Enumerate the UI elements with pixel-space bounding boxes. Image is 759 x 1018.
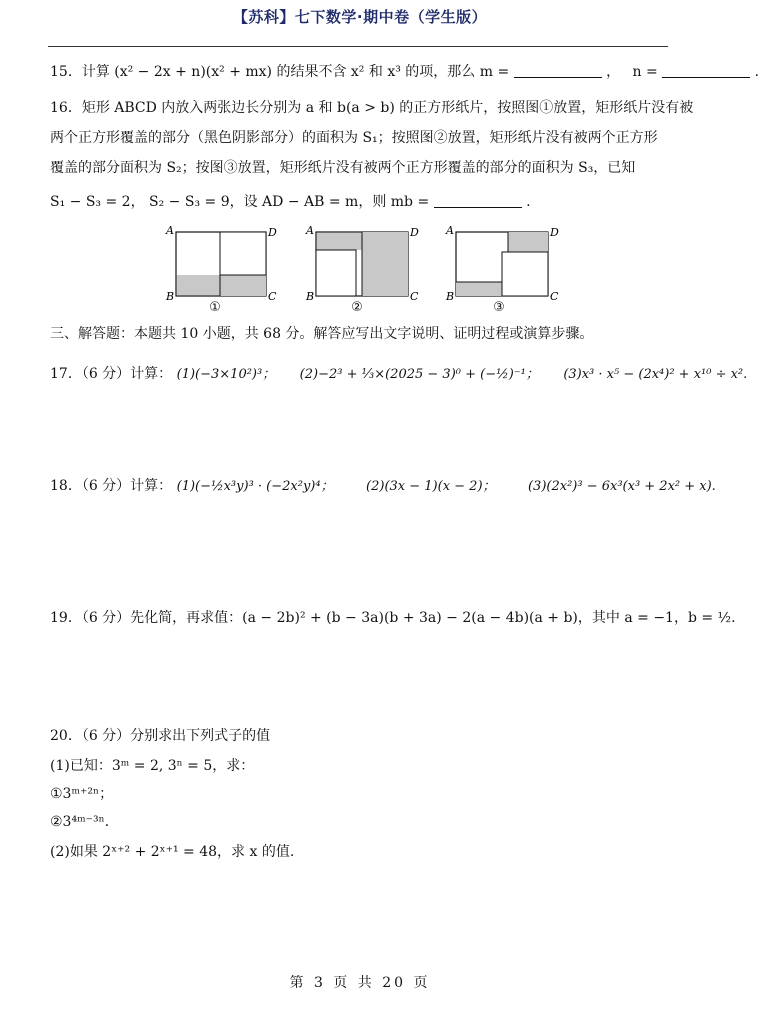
shaded-region-bottom — [456, 282, 502, 296]
q15-text: 15．计算 (x² − 2x + n)(x² + mx) 的结果不含 x² 和 x³ 的项，那么 m = — [50, 64, 510, 80]
square-b — [316, 250, 356, 296]
q17-part-3: (3)x³ · x⁵ − (2x⁴)² + x¹⁰ ÷ x². — [563, 367, 748, 382]
q20-part-2: (2)如果 2ˣ⁺² + 2ˣ⁺¹ = 48，求 x 的值. — [50, 844, 295, 860]
figure-3-caption: ③ — [493, 300, 505, 315]
label-d: D — [410, 226, 419, 239]
figure-2-diagram — [302, 224, 419, 304]
q15-end: . — [754, 64, 759, 80]
q17-part-2: (2)−2³ + ⅓×(2025 − 3)⁰ + (−½)⁻¹； — [299, 367, 539, 382]
label-b: B — [446, 290, 455, 303]
q15-n-label: n = — [632, 64, 658, 80]
label-b: B — [166, 290, 175, 303]
question-17 — [50, 364, 747, 385]
label-c: C — [410, 290, 419, 303]
shaded-region — [362, 232, 408, 296]
label-a: A — [446, 224, 454, 237]
q16-line-3: 覆盖的部分面积为 S₂；按图③放置，矩形纸片没有被两个正方形覆盖的部分的面积为 S₃，已知 — [50, 160, 636, 176]
q18-part-1: (1)(−½x³y)³ · (−2x²y)⁴； — [176, 479, 334, 494]
q16-line-2: 两个正方形覆盖的部分（黑色阴影部分）的面积为 S₁；按照图②放置，矩形纸片没有被两个正方形 — [50, 130, 658, 146]
label-a: A — [306, 224, 314, 237]
q16-figures — [160, 224, 570, 320]
label-d: D — [268, 226, 277, 239]
figure-1-caption: ① — [209, 300, 221, 315]
q16-line-4 — [50, 192, 531, 212]
label-c: C — [268, 290, 277, 303]
label-a: A — [166, 224, 174, 237]
q20-part-1a: ①3ᵐ⁺²ⁿ； — [50, 786, 114, 802]
figure-3 — [444, 224, 559, 320]
q16-mb-blank[interactable] — [434, 193, 522, 208]
q15-n-blank[interactable] — [662, 63, 750, 78]
question-15 — [50, 62, 759, 82]
q17-part-1: (1)(−3×10²)³； — [176, 367, 276, 382]
q16-end: . — [526, 194, 531, 210]
q15-m-blank[interactable] — [514, 63, 602, 78]
section-3-heading: 三、解答题：本题共 10 小题，共 68 分。解答应写出文字说明、证明过程或演算步骤。 — [50, 326, 594, 342]
square-b — [502, 252, 548, 296]
question-18 — [50, 476, 716, 497]
page-footer: 第 3 页 共 20 页 — [289, 975, 431, 991]
shaded-region-top — [508, 232, 548, 252]
q18-part-3: (3)(2x²)³ − 6x³(x³ + 2x² + x). — [527, 479, 716, 494]
q16-conditions: S₁ − S₃ = 2， S₂ − S₃ = 9，设 AD − AB = m，则 mb = — [50, 194, 430, 210]
q20-part-1b: ②3⁴ᵐ⁻³ⁿ． — [50, 814, 119, 830]
shaded-region-top — [316, 232, 362, 250]
q18-part-2: (2)(3x − 1)(x − 2)； — [366, 479, 496, 494]
q16-line-1: 16．矩形 ABCD 内放入两张边长分别为 a 和 b(a > b) 的正方形纸片，按照图①放置，矩形纸片没有被 — [50, 100, 694, 116]
label-c: C — [550, 290, 559, 303]
header-divider — [48, 46, 668, 47]
figure-2-caption: ② — [351, 300, 363, 315]
square-b — [220, 232, 266, 275]
question-19: 19．（6 分）先化简，再求值：(a − 2b)² + (b − 3a)(b + 3a) − 2(a − 4b)(a + b)，其中 a = −1，b = ½. — [50, 610, 736, 626]
page-header: 【苏科】七下数学·期中卷（学生版） — [232, 8, 488, 26]
figure-3-diagram — [444, 224, 559, 304]
q15-sep: ， — [606, 64, 621, 80]
figure-2 — [302, 224, 419, 320]
figure-1-diagram — [160, 224, 277, 304]
q18-label: 18．（6 分）计算： — [50, 478, 173, 494]
q20-part-1: (1)已知：3ᵐ = 2, 3ⁿ = 5，求： — [50, 758, 255, 774]
q17-label: 17．（6 分）计算： — [50, 366, 173, 382]
square-a — [456, 232, 508, 282]
label-d: D — [550, 226, 559, 239]
figure-1 — [160, 224, 277, 320]
shaded-region — [176, 275, 266, 296]
q20-title: 20．（6 分）分别求出下列式子的值 — [50, 728, 271, 744]
label-b: B — [306, 290, 315, 303]
